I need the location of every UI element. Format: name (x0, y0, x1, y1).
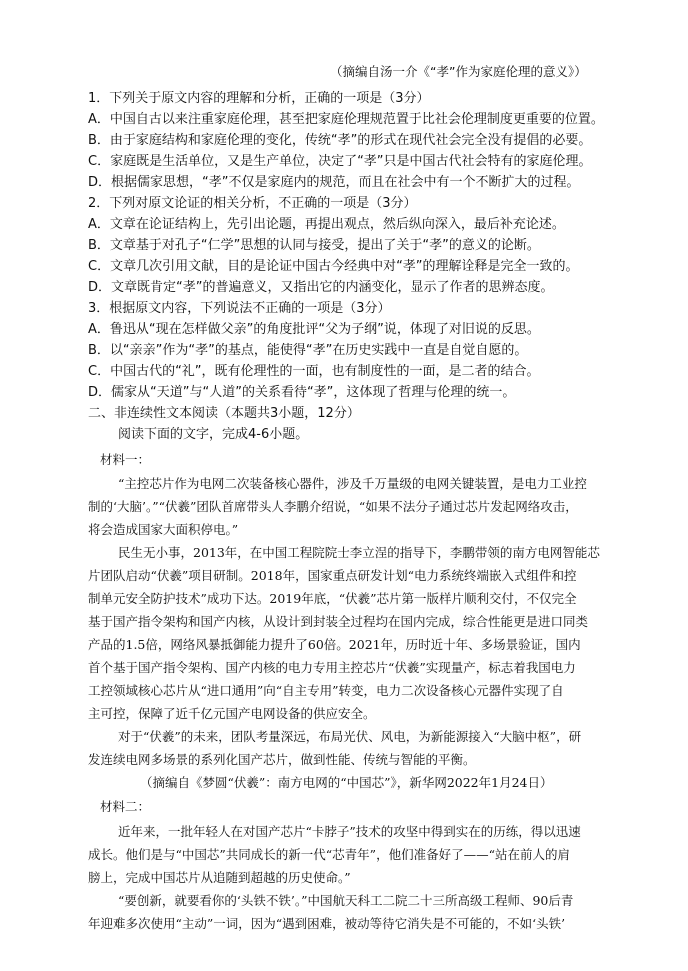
material-1-p2-line: 产品的1.5倍，网络风暴抵御能力提升了60倍。2021年，历时近十年、多场景验证，国内 (88, 637, 581, 652)
question-1-option-c: C．家庭既是生活单位，又是生产单位，决定了“孝”只是中国古代社会特有的家庭伦理。 (88, 154, 592, 169)
source-citation-1: （摘编自汤一介《“孝”作为家庭伦理的意义》） (330, 64, 587, 79)
question-3-stem: 3．根据原文内容，下列说法不正确的一项是（3分） (88, 301, 391, 316)
question-2-option-a: A．文章在论证结构上，先引出论题，再提出观点，然后纵向深入，最后补充论述。 (88, 217, 565, 232)
question-1-option-d: D．根据儒家思想，“孝”不仅是家庭内的规范，而且在社会中有一个不断扩大的过程。 (88, 175, 580, 190)
material-1-p1-line: “主控芯片作为电网二次装备核心器件，涉及千万量级的电网关键装置，是电力工业控 (118, 476, 587, 491)
material-1-p2-line: 基于国产指令架构和国产内核，从设计到封装全过程均在国内完成，综合性能更是进口同类 (88, 614, 589, 629)
question-2-option-c: C．文章几次引用文献，目的是论证中国古今经典中对“孝”的理解诠释是完全一致的。 (88, 259, 579, 274)
material-1-p2-line: 民生无小事，2013年，在中国工程院院士李立浧的指导下，李鹏带领的南方电网智能芯 (118, 545, 600, 560)
question-3-option-d: D．儒家从“天道”与“人道”的关系看待“孝”，这体现了哲理与伦理的统一。 (88, 385, 516, 400)
question-1-option-b: B．由于家庭结构和家庭伦理的变化，传统“孝”的形式在现代社会完全没有提倡的必要。 (88, 133, 592, 148)
question-3-option-a: A．鲁迅从“现在怎样做父亲”的角度批评“父为子纲”说，体现了对旧说的反思。 (88, 322, 540, 337)
question-3-option-b: B．以“亲亲”作为“孝”的基点，能使得“孝”在历史实践中一直是自觉自愿的。 (88, 343, 528, 358)
material-1-source: （摘编自《梦圆“伏羲”：南方电网的“中国芯”》，新华网2022年1月24日） (140, 775, 553, 790)
section-2-instruction: 阅读下面的文字，完成4-6小题。 (118, 427, 309, 442)
material-1-p2-line: 制单元安全防护技术”成功下达。2019年底，“伏羲”芯片第一版样片顺利交付，不仅完全 (88, 591, 577, 606)
material-2-p2-line: 年迎难多次使用“主动”一词，因为“遇到困难，被动等待它消失是不可能的，不如‘头铁’ (88, 916, 566, 931)
question-2-option-d: D．文章既肯定“孝”的普遍意义，又指出它的内涵变化，显示了作者的思辨态度。 (88, 280, 554, 295)
material-2-p1-line: 成长。他们是与“中国芯”共同成长的新一代“芯青年”，他们准备好了——“站在前人的肩 (88, 847, 570, 862)
material-2-p1-line: 膀上，完成中国芯片从追随到超越的历史使命。” (88, 870, 351, 885)
section-2-title: 二、非连续性文本阅读（本题共3小题，12分） (88, 406, 360, 421)
question-2-stem: 2．下列对原文论证的相关分析，不正确的一项是（3分） (88, 196, 417, 211)
question-1-option-a: A．中国自古以来注重家庭伦理，甚至把家庭伦理规范置于比社会伦理制度更重要的位置。 (88, 112, 604, 127)
material-1-p2-line: 工控领域核心芯片从“进口通用”向“自主专用”转变，电力二次设备核心元器件实现了自 (88, 683, 564, 698)
material-1-p2-line: 首个基于国产指令架构、国产内核的电力专用主控芯片“伏羲”实现量产，标志着我国电力 (88, 660, 576, 675)
material-1-p2-line: 主可控，保障了近千亿元国产电网设备的供应安全。 (88, 706, 376, 721)
question-2-option-b: B．文章基于对孔子“仁学”思想的认同与接受，提出了关于“孝”的意义的论断。 (88, 238, 540, 253)
material-1-p1-line: 将会造成国家大面积停电。” (88, 522, 239, 537)
material-1-p2-line: 片团队启动“伏羲”项目研制。2018年，国家重点研发计划“电力系统终端嵌入式组件和控 (88, 568, 577, 583)
material-2-p1-line: 近年来，一批年轻人在对国产芯片“卡脖子”技术的攻坚中得到实在的历练，得以迅速 (118, 824, 581, 839)
material-1-label: 材料一： (100, 452, 151, 467)
question-3-option-c: C．中国古代的“礼”，既有伦理性的一面，也有制度性的一面，是二者的结合。 (88, 364, 540, 379)
question-1-stem: 1．下列关于原文内容的理解和分析，正确的一项是（3分） (88, 91, 430, 106)
material-1-p3-line: 发连续电网多场景的系列化国产芯片，做到性能、传统与智能的平衡。 (88, 752, 476, 767)
material-2-p2-line: “要创新，就要看你的‘头铁不铁’。”中国航天科工二院二十三所高级工程师、90后青 (118, 893, 574, 908)
material-2-label: 材料二： (100, 799, 151, 814)
material-1-p1-line: 制的‘大脑’。”“伏羲”团队首席带头人李鹏介绍说，“如果不法分子通过芯片发起网络攻击， (88, 499, 578, 514)
material-1-p3-line: 对于“伏羲”的未来，团队考量深远，布局光伏、风电，为新能源接入“大脑中枢”，研 (118, 729, 582, 744)
